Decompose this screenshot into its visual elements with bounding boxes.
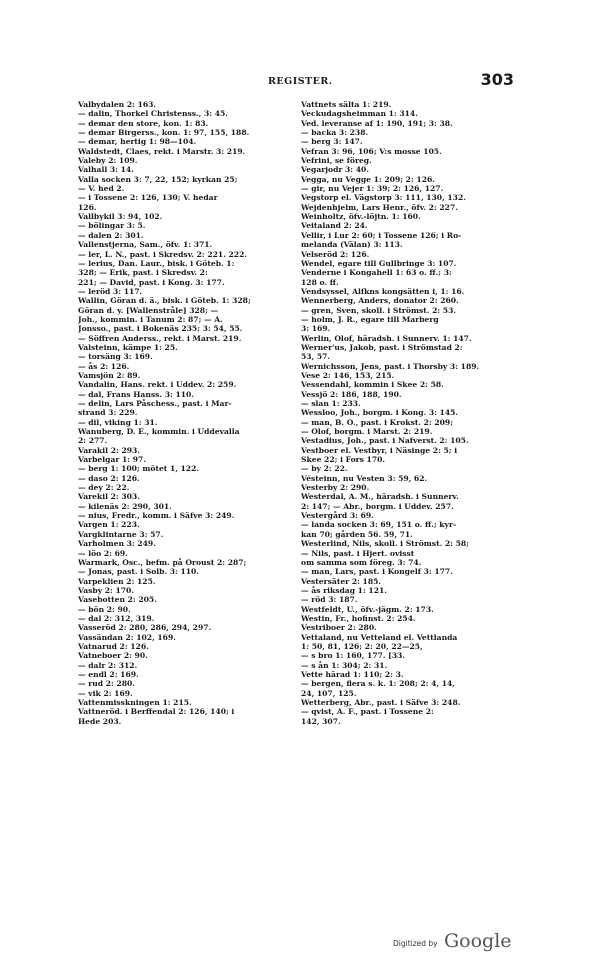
index-entry: — man, Lars, past. i Kongelf 3: 177. [301,567,453,577]
index-entry: Veckudagsheimman 1: 314. [301,109,418,119]
index-entry: Westin, Fr., hofinst. 2: 254. [301,613,416,623]
page-number: 303 [480,70,514,89]
index-entry: — delin, Lars Påschess., past. i Mar- [78,399,232,408]
index-entry: Vestriboer 2: 280. [301,623,377,633]
index-entry: Vegga, nu Vegge 1: 209; 2: 126. [301,174,435,184]
digitization-footer [393,930,523,956]
digitized-by-text: Digitized by [393,939,438,948]
index-entry: Skee 22; i Fors 170. [301,455,386,465]
index-entry: Vargen 1: 223. [78,520,140,530]
index-entry: — s bro 1: 160, 177. [33. [301,651,405,661]
index-entry: Valsteinn, kämpe 1: 25. [78,342,178,352]
index-entry: Vattnets sälta 1: 219. [301,100,392,109]
index-entry: — dil, viking 1: 31. [78,417,158,427]
index-entry: — gren, Sven, skoll. i Strömst. 2: 53. [301,305,457,315]
index-entry: kan 70; gården 56. 59, 71. [301,529,413,539]
index-entry: — kilenäs 2: 290, 301. [78,501,172,511]
index-entry: — ås riksdag 1: 121. [301,585,387,595]
index-entry: strand 3: 229. [78,408,138,418]
index-entry: — Söffren Anderss., rekt. i Marst. 219. [78,333,242,343]
index-entry: Varbelgar 1: 97. [78,455,146,465]
index-entry: — rud 2: 280. [78,679,135,689]
index-entry: 53, 57. [301,352,331,362]
index-entry: Hede 203. [78,716,122,726]
index-entry: Vargklintarne 3: 57. [78,529,164,539]
index-entry: 24, 107, 125. [301,688,357,698]
index-entry: — Olof, borgm. i Marst. 2: 219. [301,427,433,437]
index-entry: Vallbykil 3: 94, 102. [78,212,163,222]
index-entry: — dal 2: 312, 319. [78,613,155,623]
index-entry: 221; — David, past. i Kong. 3: 177. [78,277,225,287]
index-entry: — by 2: 22. [301,464,348,474]
index-entry: Warmark, Osc., befm. på Oroust 2: 287; [78,557,247,567]
index-entry: — vik 2: 169. [78,688,133,698]
index-entry: — dey 2: 22. [78,483,130,493]
index-entry: Vettaland, nu Vetteland el. Vettlanda [301,632,458,642]
index-entry: Vette härad 1: 110; 2: 3. [301,669,404,679]
index-entry: — ås 2: 126. [78,361,130,371]
index-entry: — slan 1: 233. [301,399,361,408]
index-entry: Wetterberg, Abr., past. i Säfve 3: 248. [301,698,461,707]
index-entry: Vatneboer 2: 90. [78,651,148,661]
index-column-right [301,100,515,726]
index-entry: Vésteinn, nu Vesten 3: 59, 62. [301,473,428,483]
index-entry: — i Tossene 2: 126, 130; V. hedar [78,193,218,203]
index-entry: Valhall 3: 14. [78,165,134,175]
index-entry: — berg 1: 100; mötet 1, 122. [78,464,200,474]
index-entry: — dal, Frans Hanss. 3: 110. [78,389,194,399]
index-entry: melanda (Välan) 3: 113. [301,240,403,250]
index-entry: 126. [78,202,97,212]
index-entry: Vasby 2: 170. [78,585,134,595]
index-entry: — bergen, flera s. k. 1: 208; 2: 4, 14, [301,679,455,689]
index-entry: — endl 2: 169. [78,669,139,679]
index-entry: Vefran 3: 96, 106; V:s mosse 105. [301,146,442,156]
index-entry: Vegstorp el. Vägstorp 3: 111, 130, 132. [301,193,466,203]
index-entry: Jonsso., past. i Bokenäs 235; 3: 54, 55. [78,324,243,334]
index-entry: Ved. leveranse af 1: 190, 191; 3: 38. [301,118,453,128]
index-entry: Vatnarud 2: 126. [78,641,149,651]
index-entry: Göran d. y. [Wallenstråle] 328; — [78,305,219,315]
index-entry: Westerlind, Nils, skoll. i Strömst. 2: 58; [301,539,469,549]
index-entry: Vamsjön 2: 89. [78,370,141,380]
google-logo: Google [444,930,512,952]
index-entry: Vandalin, Hans. rekt. i Uddev. 2: 259. [78,380,237,390]
page-header [78,72,514,92]
index-entry: Vegarjodr 3: 40. [301,165,369,175]
index-entry: Wejdenhjelm, Lars Henr., öfv. 2: 227. [301,202,458,212]
index-entry: Vestersäter 2: 185. [301,576,382,586]
index-entry: Vestboer el. Vestbyr, i Näsinge 2: 5; i [301,445,458,455]
index-entry: — dalin, Thorkel Christenss., 3: 45. [78,109,228,119]
index-entry: Varpeklien 2: 125. [78,576,156,586]
index-entry: Vellir, i Lur 2: 60; i Tossene 126; i Ro- [301,230,462,240]
index-entry: Joh., kommin. i Tanum 2: 87; — A. [78,314,223,324]
index-entry: 142, 307. [301,716,341,726]
index-entry: Velseröd 2: 126. [301,249,370,259]
index-entry: Wennerberg, Anders, donator 2: 260. [301,296,459,306]
running-title: REGISTER. [268,76,333,87]
index-entry: Vesterby 2: 290. [301,483,370,493]
index-entry: Vessjö 2: 186, 188, 190. [301,389,402,399]
index-entry: — torsäng 3: 169. [78,352,153,362]
index-entry: — demar den store, kon. 1: 83. [78,118,209,128]
index-entry: — leröd 3: 117. [78,286,143,296]
index-entry: Westfeldt, U., öfv.-jägm. 2: 173. [301,604,434,614]
index-entry: — Nils, past. i Hjert. ovisst [301,548,415,558]
index-entry: — landa socken 3: 69, 151 o. ff.; kyr- [301,520,457,530]
index-entry: 328; — Erik, past. i Skredsv. 2: [78,268,208,278]
index-entry: Vendsyssel, Alfkns kongsätten i, 1: 16. [301,286,465,296]
index-entry: Vessendahl, kommin i Skee 2: 58. [301,380,444,390]
index-entry: 3: 169. [301,324,331,334]
index-entry: 128 o. ff. [301,277,339,287]
index-entry: Vallenstjerna, Sam., öfv. 1: 371. [78,240,213,250]
index-entry: Varekil 2: 303. [78,492,140,502]
index-column-left [78,100,292,726]
index-entry: Vasseröd 2: 280, 286, 294, 297. [78,623,212,633]
index-entry: Werlin, Olof, häradsh. i Sunnerv. 1: 147. [301,333,472,343]
index-entry: — bön 2: 90. [78,604,131,614]
index-entry: Vattenmisskningen 1: 215. [78,698,192,707]
index-entry: — daso 2: 126. [78,473,140,483]
index-entry: Veitaland 2: 24. [301,221,368,231]
index-entry: — dalen 2: 301. [78,230,144,240]
index-entry: Valbydalen 2: 163. [78,100,157,109]
index-entry: Varakil 2: 293. [78,445,140,455]
index-entry: — gir, nu Vejer 1: 39; 2: 126, 127. [301,184,444,194]
index-entry: — backa 3: 238. [301,128,369,138]
index-entry: — lerius, Dan. Laur., bisk. i Göteb. 1: [78,258,235,268]
index-entry: Varholmen 3: 249. [78,539,156,549]
index-entry: — ler, L. N., past. i Skredsv. 2: 221. 222. [78,249,247,259]
index-entry: — demar, hertig 1: 98—104. [78,137,197,147]
index-entry: — V. hed 2. [78,184,125,194]
index-entry: 2: 147; — Abr., borgm. i Uddev. 257. [301,501,454,511]
index-entry: — nius, Fredr., komm. i Säfve 3: 249. [78,511,235,521]
index-entry: Wanuberg, D. E., kommin. i Uddevalla [78,427,240,437]
index-entry: om samma som föreg. 3: 74. [301,557,422,567]
index-entry: Wendel, egare till Gullbringe 3: 107. [301,258,457,268]
index-entry: Vefrini, se föreg. [301,156,372,166]
index-entry: — röd 3: 187. [301,595,358,605]
index-entry: — löo 2: 69. [78,548,128,558]
index-entry: Valeby 2: 109. [78,156,138,166]
index-entry: — dalr 2: 312. [78,660,138,670]
index-entry: — qvist, A. F., past. i Tossene 2: [301,707,434,717]
index-entry: Vasebotten 2: 205. [78,595,157,605]
index-entry: Vestadius, Joh., past. i Nafverst. 2: 105. [301,436,469,446]
index-entry: — s ån 1: 304; 2: 31. [301,660,388,670]
index-entry: Waldstedt, Claes, rekt. i Marstr. 3: 219. [78,146,246,156]
index-entry: Vassändan 2: 102, 169. [78,632,176,642]
index-entry: Vese 2: 146, 153, 215. [301,370,395,380]
index-entry: 2: 277. [78,436,108,446]
index-entry: — demar Birgerss., kon. 1: 97, 155, 188. [78,128,250,138]
index-entry: 1: 50, 81, 126; 2: 20, 22—25, [301,641,423,651]
index-entry: Weinholtz, öfv.-löjtn. 1: 160. [301,212,421,222]
index-entry: — berg 3: 147. [301,137,363,147]
index-entry: Valla socken 3: 7, 22, 152; kyrkan 25; [78,174,238,184]
index-entry: Wernichsson, Jens, past. i Thorsby 3: 189. [301,361,480,371]
index-entry: Venderne i Kongahell 1: 63 o. ff.; 3: [301,268,452,278]
index-entry: Westerdal, A. M., häradsh. i Sunnerv. [301,492,459,502]
index-entry: — bölingar 3: 5. [78,221,146,231]
index-entry: — holm, J. R., egare till Marberg [301,314,439,324]
index-entry: — man, B. O., past. i Krokst. 2: 209; [301,417,454,427]
index-entry: Wallin, Göran d. ä., bisk. i Göteb. 1: 328; [78,296,251,306]
index-entry: — Jonas, past. i Solb. 3: 110. [78,567,199,577]
index-entry: Werner'us, Jakob, past. i Strömstad 2: [301,342,463,352]
index-entry: Vestergård 3: 69. [301,511,374,521]
index-entry: Wessloo, Joh., borgm. i Kong. 3: 145. [301,408,459,418]
index-entry: Vattneröd. i Berffendal 2: 126, 140; i [78,707,235,717]
